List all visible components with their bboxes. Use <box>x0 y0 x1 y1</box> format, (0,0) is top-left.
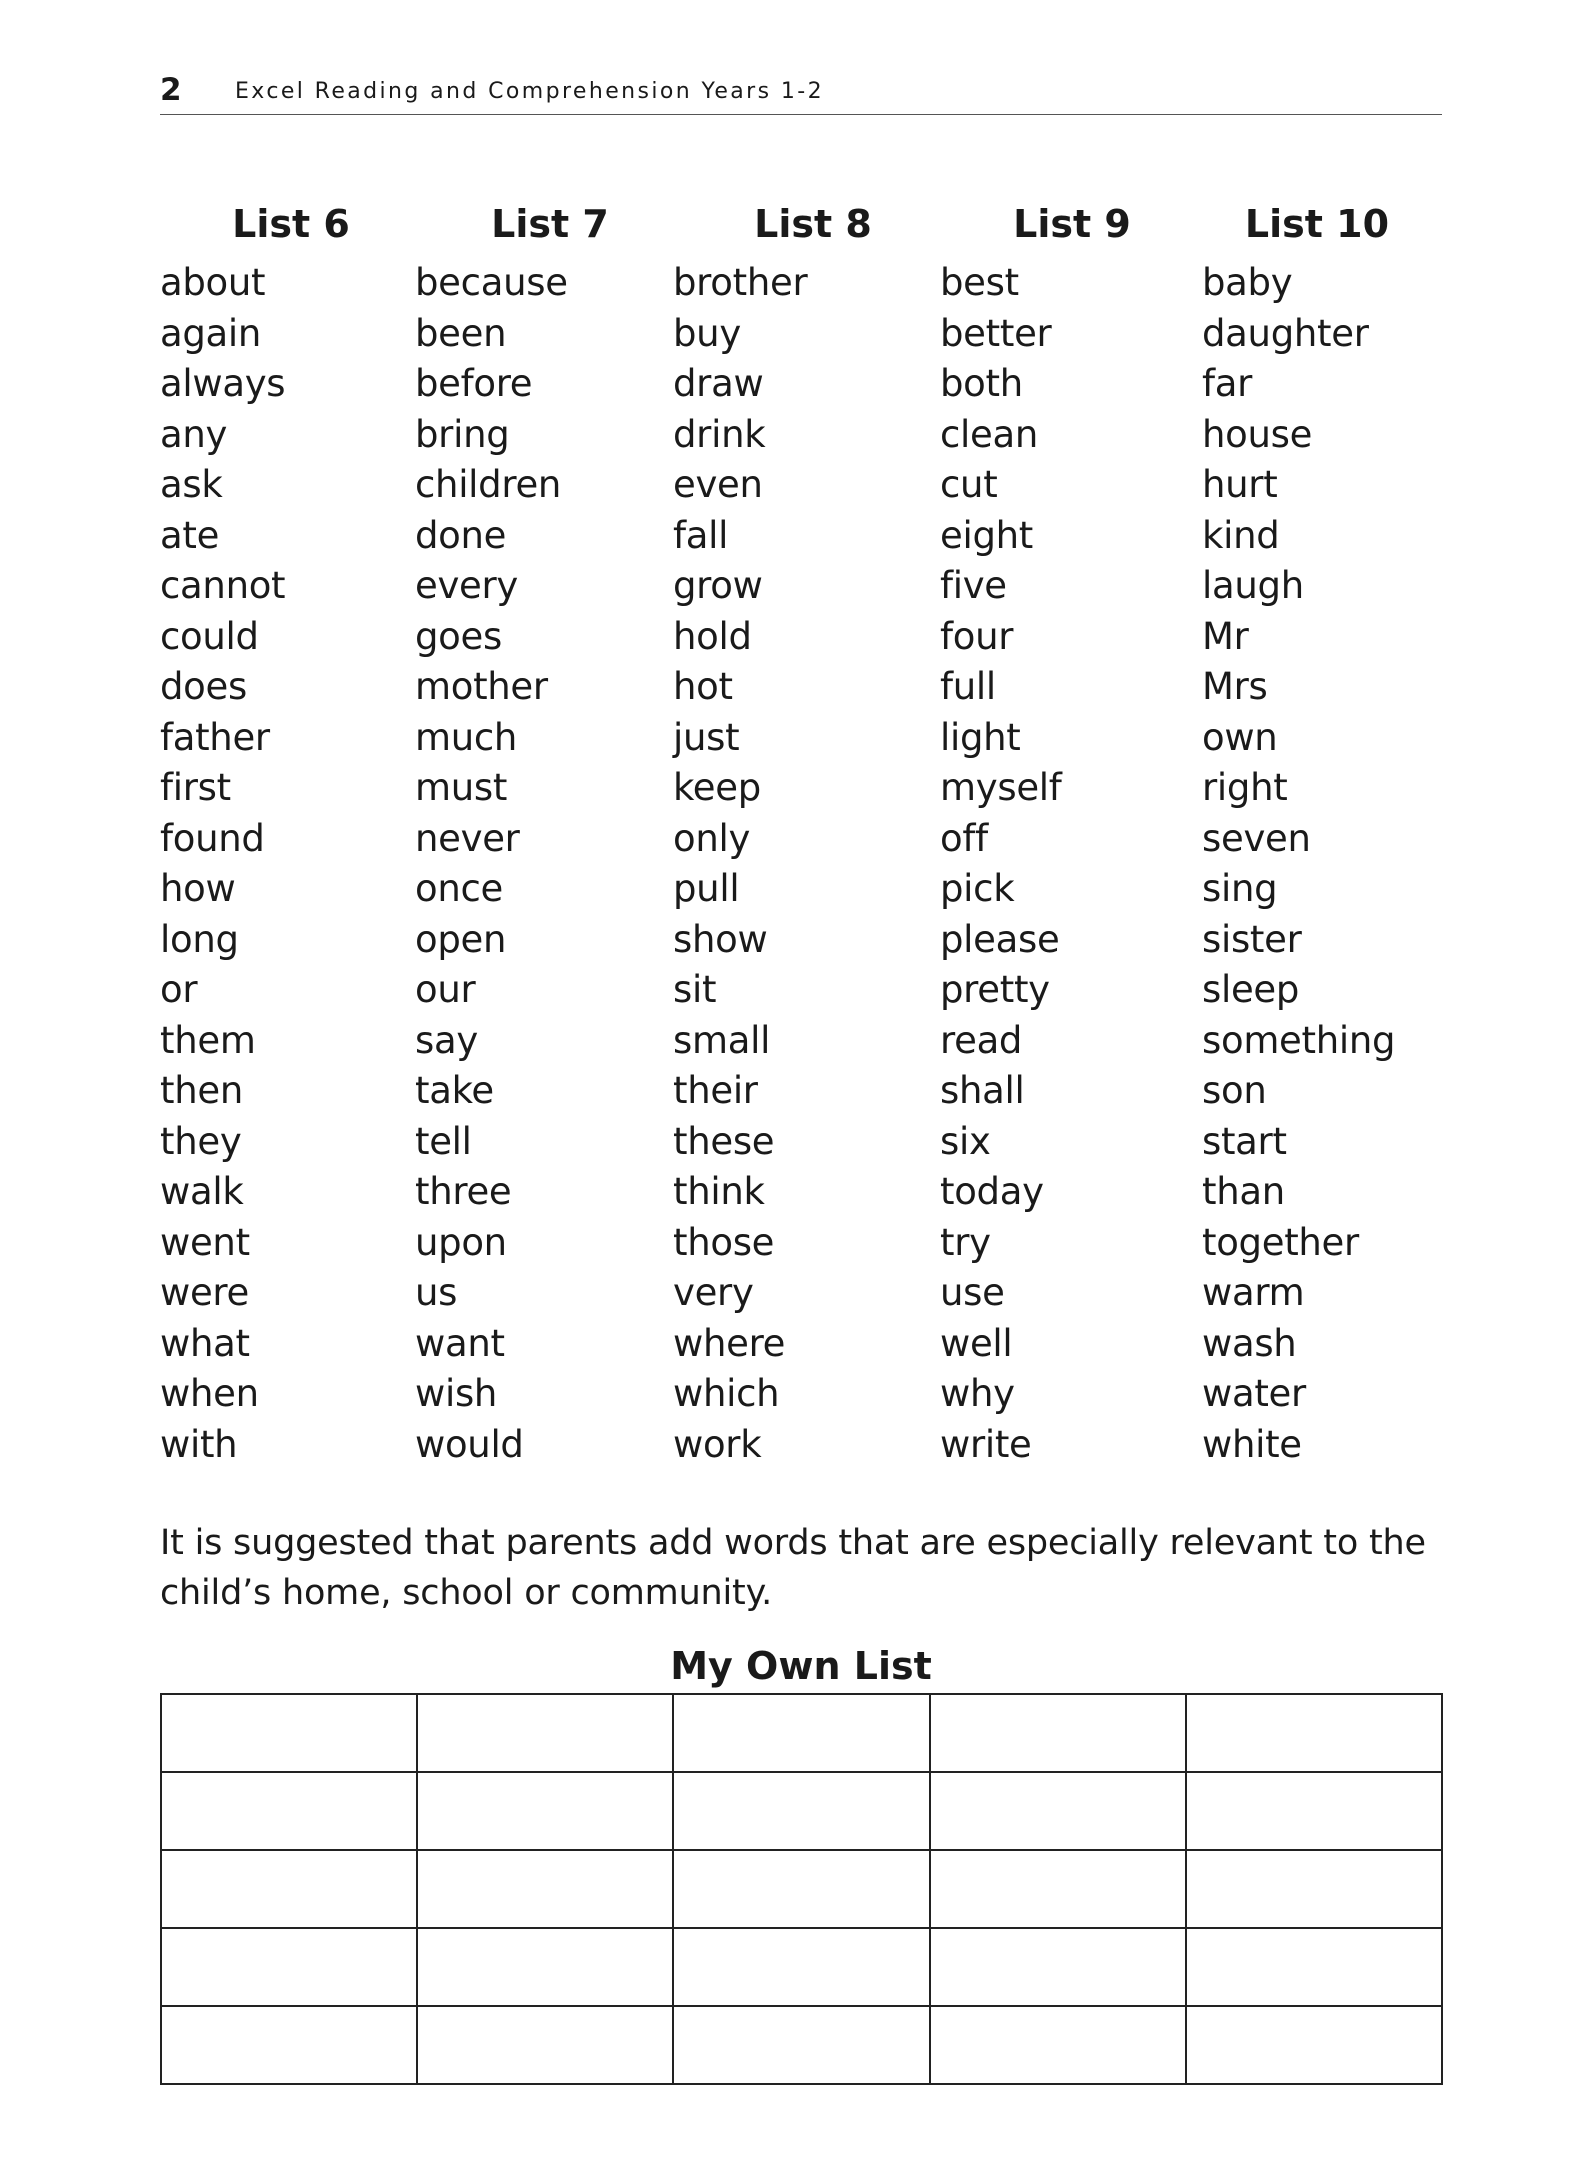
word-item: wish <box>415 1372 498 1415</box>
table-cell <box>673 2006 929 2084</box>
word-item: found <box>160 816 265 860</box>
word-item: read <box>940 1018 1023 1062</box>
own-list-body <box>161 1694 1442 2084</box>
word-item: full <box>940 665 996 708</box>
word-item: want <box>415 1321 505 1365</box>
list-heading: List 7 <box>491 202 609 246</box>
word-item: today <box>940 1170 1044 1213</box>
word-item: show <box>673 917 768 961</box>
table-cell <box>1186 1928 1442 2006</box>
word-item: wash <box>1202 1321 1297 1365</box>
word-item: always <box>160 362 286 405</box>
word-item: what <box>160 1321 250 1365</box>
word-item: been <box>415 311 507 355</box>
word-item: again <box>160 311 262 355</box>
word-item: every <box>415 564 519 607</box>
word-item: please <box>940 917 1060 961</box>
table-cell <box>417 2006 673 2084</box>
word-item: use <box>940 1271 1005 1314</box>
word-item: clean <box>940 412 1039 456</box>
word-item: when <box>160 1372 259 1415</box>
word-item: white <box>1202 1422 1302 1466</box>
word-item: or <box>160 968 198 1011</box>
list-heading: List 8 <box>754 202 872 246</box>
word-item: much <box>415 715 518 759</box>
word-item: how <box>160 867 236 910</box>
word-item: drink <box>673 412 766 456</box>
word-item: than <box>1202 1170 1285 1213</box>
word-item: sit <box>673 968 717 1011</box>
word-item: first <box>160 766 231 809</box>
word-item: better <box>940 311 1052 355</box>
word-item: right <box>1202 766 1288 809</box>
table-cell <box>1186 1694 1442 1772</box>
word-item: mother <box>415 665 548 708</box>
word-item: ate <box>160 513 220 557</box>
word-item: together <box>1202 1220 1359 1264</box>
table-cell <box>161 1694 417 1772</box>
word-item: hot <box>673 665 733 708</box>
word-item: very <box>673 1271 754 1314</box>
word-item: start <box>1202 1119 1287 1163</box>
word-item: well <box>940 1321 1013 1365</box>
table-cell <box>1186 1850 1442 1928</box>
word-item: light <box>940 715 1021 759</box>
table-row <box>161 1850 1442 1928</box>
table-cell <box>1186 2006 1442 2084</box>
word-item: pretty <box>940 968 1050 1011</box>
word-item: which <box>673 1372 780 1415</box>
word-item: goes <box>415 614 502 658</box>
word-item: small <box>673 1018 771 1062</box>
word-item: does <box>160 665 247 708</box>
word-item: father <box>160 715 270 759</box>
word-item: fall <box>673 513 729 557</box>
table-cell <box>673 1694 929 1772</box>
word-item: keep <box>673 766 761 809</box>
table-cell <box>673 1928 929 2006</box>
parent-note-line-1: It is suggested that parents add words that are especially relevant to the <box>160 1523 1426 1563</box>
table-cell <box>673 1772 929 1850</box>
word-item: walk <box>160 1170 244 1213</box>
word-item: why <box>940 1372 1015 1415</box>
word-item: seven <box>1202 816 1311 860</box>
word-item: they <box>160 1119 242 1163</box>
table-cell <box>417 1850 673 1928</box>
word-item: only <box>673 816 751 860</box>
word-item: buy <box>673 311 741 355</box>
word-item: daughter <box>1202 311 1369 355</box>
running-head: Excel Reading and Comprehension Years 1-2 <box>235 79 825 104</box>
word-item: must <box>415 766 508 809</box>
table-row <box>161 2006 1442 2084</box>
word-item: their <box>673 1069 758 1112</box>
word-item: kind <box>1202 513 1280 557</box>
own-list-table <box>160 1693 1443 2085</box>
word-item: our <box>415 968 476 1011</box>
word-item: us <box>415 1271 458 1314</box>
parent-note <box>160 1518 1460 1618</box>
word-item: about <box>160 261 266 304</box>
table-cell <box>161 2006 417 2084</box>
word-item: tell <box>415 1119 472 1163</box>
word-item: both <box>940 362 1023 405</box>
table-row <box>161 1772 1442 1850</box>
page-number: 2 <box>160 72 182 108</box>
word-item: sister <box>1202 917 1302 961</box>
word-item: try <box>940 1220 991 1264</box>
word-item: work <box>673 1422 762 1466</box>
word-list <box>673 258 807 1470</box>
word-list <box>1202 258 1395 1470</box>
word-item: those <box>673 1220 775 1264</box>
word-item: three <box>415 1170 512 1213</box>
table-cell <box>417 1928 673 2006</box>
word-item: open <box>415 917 507 961</box>
word-item: five <box>940 564 1007 607</box>
word-item: far <box>1202 362 1253 405</box>
table-cell <box>930 1694 1186 1772</box>
word-item: own <box>1202 715 1278 759</box>
word-list <box>415 258 568 1470</box>
word-item: off <box>940 816 988 860</box>
word-item: myself <box>940 766 1062 809</box>
table-cell <box>1186 1772 1442 1850</box>
word-item: hold <box>673 614 752 658</box>
word-item: brother <box>673 261 808 304</box>
word-lists <box>0 198 1586 1478</box>
word-item: with <box>160 1422 238 1466</box>
word-item: them <box>160 1018 256 1062</box>
word-item: would <box>415 1422 524 1466</box>
word-item: Mrs <box>1202 665 1268 708</box>
word-item: bring <box>415 412 510 456</box>
word-item: these <box>673 1119 775 1163</box>
own-list-title: My Own List <box>670 1644 932 1688</box>
word-item: never <box>415 816 520 860</box>
word-item: any <box>160 412 228 456</box>
word-item: baby <box>1202 261 1293 304</box>
word-item: take <box>415 1069 494 1112</box>
word-item: house <box>1202 412 1313 456</box>
word-item: hurt <box>1202 463 1278 506</box>
word-item: eight <box>940 513 1033 557</box>
word-item: sleep <box>1202 968 1300 1011</box>
word-item: water <box>1202 1372 1306 1415</box>
page-header <box>160 70 1442 115</box>
word-item: six <box>940 1119 991 1163</box>
table-cell <box>161 1850 417 1928</box>
table-cell <box>930 2006 1186 2084</box>
table-row <box>161 1694 1442 1772</box>
word-item: done <box>415 513 507 557</box>
word-item: best <box>940 261 1019 304</box>
list-heading: List 9 <box>1013 202 1131 246</box>
word-item: just <box>673 715 740 759</box>
table-row <box>161 1928 1442 2006</box>
word-item: were <box>160 1271 249 1314</box>
word-item: even <box>673 463 763 506</box>
list-heading: List 6 <box>232 202 350 246</box>
word-list <box>160 258 285 1470</box>
word-item: sing <box>1202 867 1278 910</box>
word-item: pick <box>940 867 1015 910</box>
word-item: shall <box>940 1069 1025 1112</box>
word-item: four <box>940 614 1014 658</box>
word-item: before <box>415 362 533 405</box>
parent-note-line-2: child’s home, school or community. <box>160 1573 773 1613</box>
table-cell <box>417 1772 673 1850</box>
word-item: draw <box>673 362 764 405</box>
word-item: upon <box>415 1220 507 1264</box>
word-item: because <box>415 261 568 304</box>
word-item: Mr <box>1202 614 1249 658</box>
word-item: could <box>160 614 259 658</box>
word-item: cut <box>940 463 998 506</box>
word-list <box>940 258 1062 1470</box>
word-item: once <box>415 867 503 910</box>
word-item: grow <box>673 564 763 607</box>
table-cell <box>161 1772 417 1850</box>
table-cell <box>417 1694 673 1772</box>
word-item: pull <box>673 867 740 910</box>
word-item: think <box>673 1170 765 1213</box>
word-item: warm <box>1202 1271 1305 1314</box>
word-item: went <box>160 1220 250 1264</box>
word-item: where <box>673 1321 786 1365</box>
word-item: say <box>415 1018 478 1062</box>
word-item: then <box>160 1069 243 1112</box>
list-heading: List 10 <box>1244 202 1390 246</box>
table-cell <box>930 1772 1186 1850</box>
word-item: son <box>1202 1069 1267 1112</box>
table-cell <box>930 1850 1186 1928</box>
word-item: cannot <box>160 564 286 607</box>
word-item: laugh <box>1202 564 1304 607</box>
table-cell <box>673 1850 929 1928</box>
word-item: something <box>1202 1018 1396 1062</box>
table-cell <box>161 1928 417 2006</box>
table-cell <box>930 1928 1186 2006</box>
word-item: ask <box>160 463 223 506</box>
word-item: long <box>160 917 239 961</box>
word-item: children <box>415 463 562 506</box>
word-item: write <box>940 1422 1032 1466</box>
